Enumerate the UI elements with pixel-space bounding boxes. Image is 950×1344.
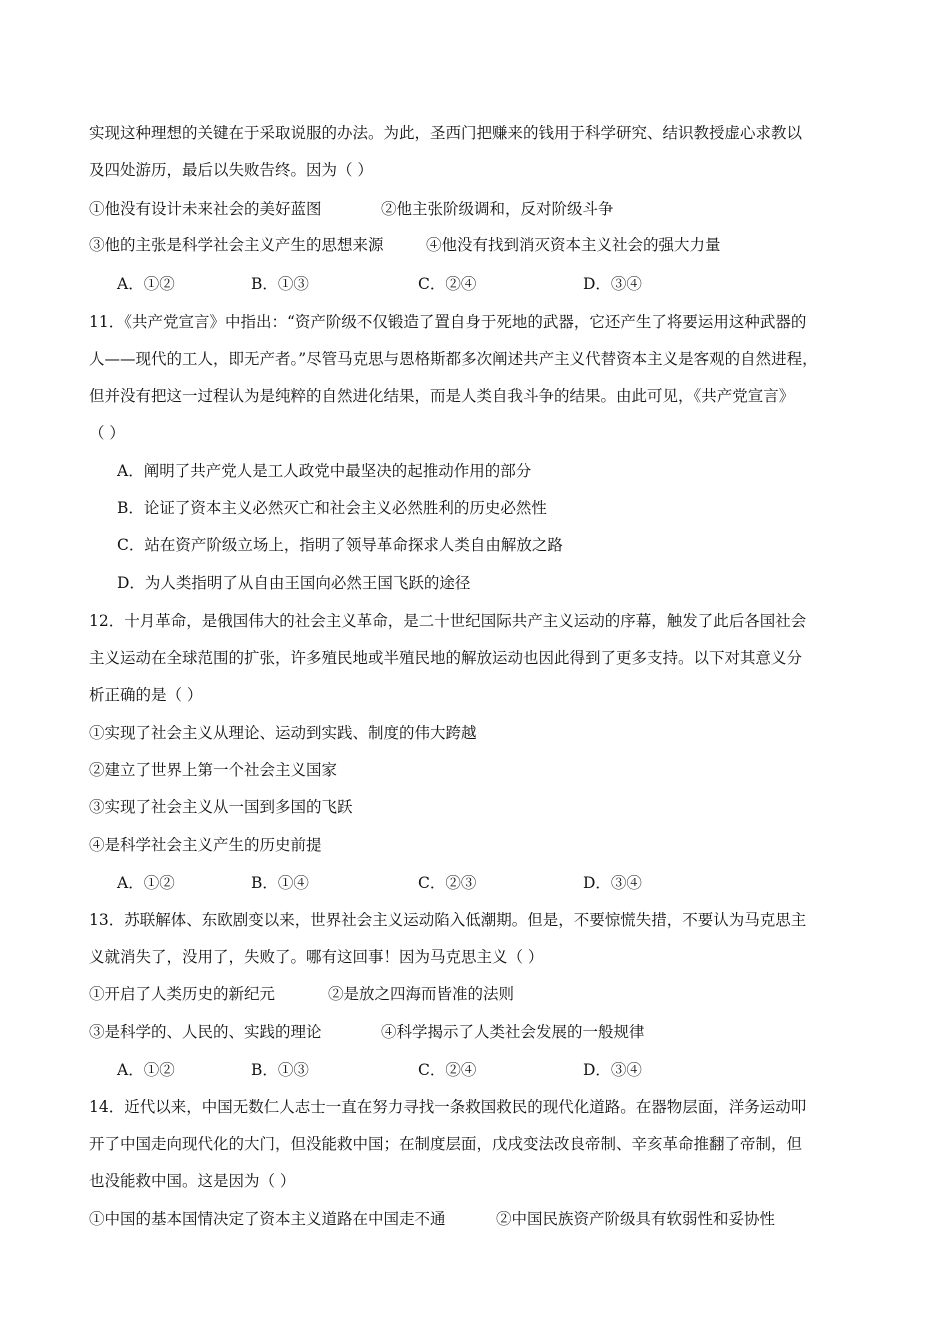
q13-item-4: ④科学揭示了人类社会发展的一般规律	[381, 1023, 645, 1041]
q12-item-4: ④是科学社会主义产生的历史前提	[89, 836, 322, 854]
q10-option-c[interactable]: C．②④	[418, 275, 477, 293]
q12-item-3: ③实现了社会主义从一国到多国的飞跃	[89, 798, 353, 816]
q11-option-b[interactable]: B．论证了资本主义必然灭亡和社会主义必然胜利的历史必然性	[117, 499, 547, 517]
q10-option-d[interactable]: D．③④	[583, 275, 642, 293]
q14-text-line-3: 也没能救中国。这是因为（ ）	[89, 1172, 296, 1190]
q10-option-a[interactable]: A．①②	[117, 275, 175, 293]
q11-option-d[interactable]: D．为人类指明了从自由王国向必然王国飞跃的途径	[117, 574, 471, 592]
q10-option-b[interactable]: B．①③	[251, 275, 309, 293]
q10-item-2: ②他主张阶级调和，反对阶级斗争	[381, 200, 614, 218]
q12-item-2: ②建立了世界上第一个社会主义国家	[89, 761, 338, 779]
q13-item-3: ③是科学的、人民的、实践的理论	[89, 1023, 322, 1041]
q13-option-a[interactable]: A．①②	[117, 1061, 175, 1079]
q11-text-line-1: 11．《共产党宣言》中指出：“资产阶级不仅锻造了置自身于死地的武器，它还产生了将要运用这种武器的	[89, 313, 807, 331]
q14-text-line-2: 开了中国走向现代化的大门，但没能救中国；在制度层面，戊戌变法改良帝制、辛亥革命推翻了帝制，但	[89, 1135, 803, 1153]
q13-item-1: ①开启了人类历史的新纪元	[89, 985, 276, 1003]
q12-text-line-1: 12．十月革命，是俄国伟大的社会主义革命，是二十世纪国际共产主义运动的序幕，触发了此后各国社会	[89, 612, 807, 630]
q13-item-2: ②是放之四海而皆准的法则	[328, 985, 515, 1003]
q13-text-line-1: 13．苏联解体、东欧剧变以来，世界社会主义运动陷入低潮期。但是，不要惊慌失措，不要认为马克思主	[89, 911, 807, 929]
q11-text-line-4: （ ）	[89, 424, 125, 442]
q14-item-2: ②中国民族资产阶级具有软弱性和妥协性	[496, 1210, 776, 1228]
q12-text-line-2: 主义运动在全球范围的扩张，许多殖民地或半殖民地的解放运动也因此得到了更多支持。以下对其意义分	[89, 649, 803, 667]
q11-text-line-2: 人——现代的工人，即无产者。”尽管马克思与恩格斯都多次阐述共产主义代替资本主义是客观的自然进程，	[89, 350, 818, 368]
q13-option-b[interactable]: B．①③	[251, 1061, 309, 1079]
q10-item-1: ①他没有设计未来社会的美好蓝图	[89, 200, 322, 218]
q11-option-a[interactable]: A．阐明了共产党人是工人政党中最坚决的起推动作用的部分	[117, 462, 532, 480]
q13-option-d[interactable]: D．③④	[583, 1061, 642, 1079]
q12-option-b[interactable]: B．①④	[251, 874, 309, 892]
q12-option-c[interactable]: C．②③	[418, 874, 477, 892]
q14-text-line-1: 14．近代以来，中国无数仁人志士一直在努力寻找一条救国救民的现代化道路。在器物层面，洋务运动叩	[89, 1098, 807, 1116]
q10-item-4: ④他没有找到消灭资本主义社会的强大力量	[426, 236, 721, 254]
q14-item-1: ①中国的基本国情决定了资本主义道路在中国走不通	[89, 1210, 446, 1228]
q13-text-line-2: 义就消失了，没用了，失败了。哪有这回事！因为马克思主义（ ）	[89, 948, 544, 966]
q12-option-d[interactable]: D．③④	[583, 874, 642, 892]
q10-text-line-2: 及四处游历，最后以失败告终。因为（ ）	[89, 161, 373, 179]
q12-text-line-3: 析正确的是（ ）	[89, 686, 203, 704]
q10-item-3: ③他的主张是科学社会主义产生的思想来源	[89, 236, 384, 254]
q11-text-line-3: 但并没有把这一过程认为是纯粹的自然进化结果，而是人类自我斗争的结果。由此可见，《共产党宣言》	[89, 387, 795, 405]
q10-text-line-1: 实现这种理想的关键在于采取说服的办法。为此，圣西门把赚来的钱用于科学研究、结识教授虚心求教以	[89, 124, 803, 142]
q13-option-c[interactable]: C．②④	[418, 1061, 477, 1079]
q12-option-a[interactable]: A．①②	[117, 874, 175, 892]
q11-option-c[interactable]: C．站在资产阶级立场上，指明了领导革命探求人类自由解放之路	[117, 536, 563, 554]
q12-item-1: ①实现了社会主义从理论、运动到实践、制度的伟大跨越	[89, 724, 477, 742]
